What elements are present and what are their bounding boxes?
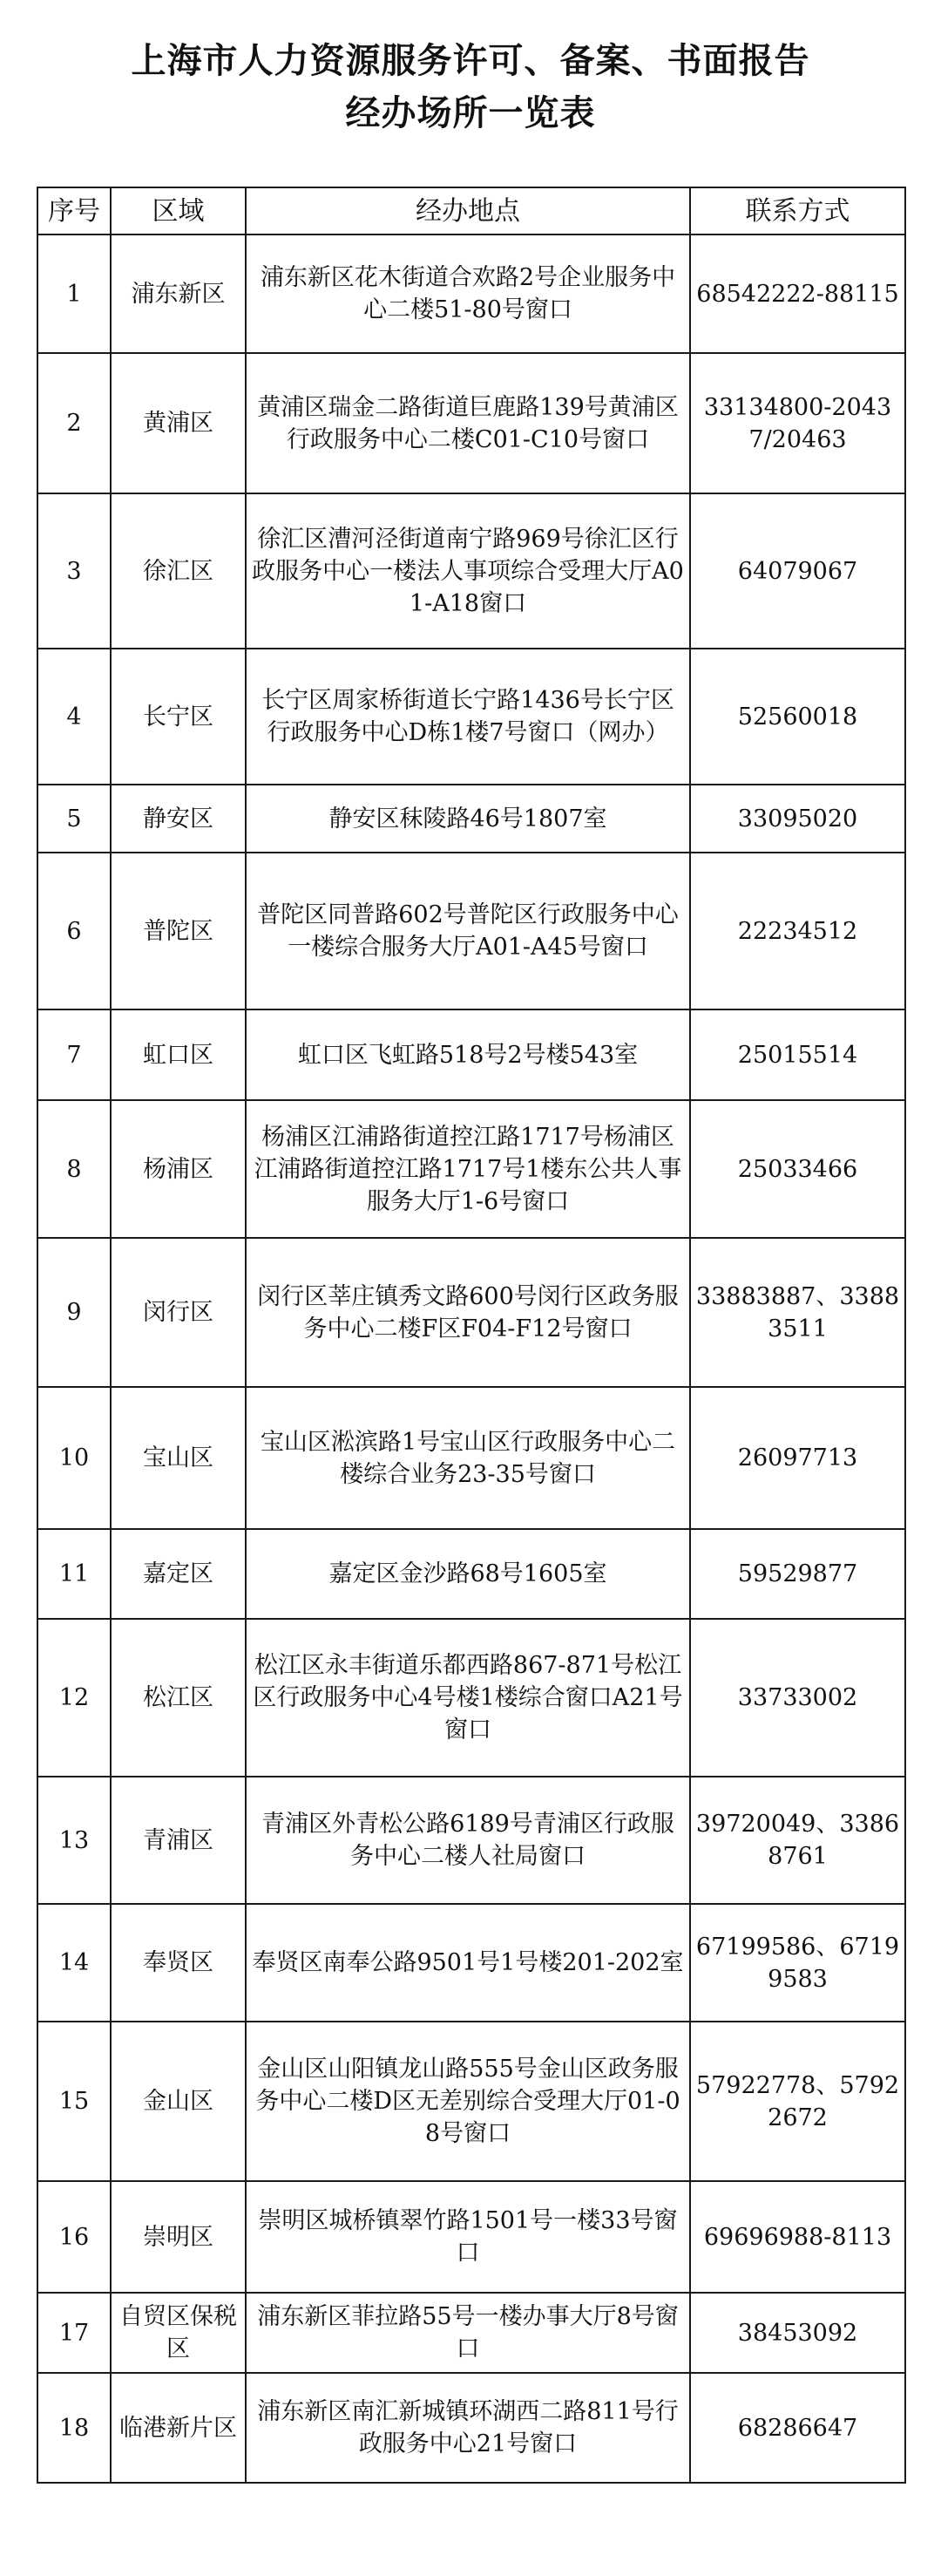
row-contact: 68286647 <box>690 2373 905 2483</box>
row-number: 2 <box>37 353 111 493</box>
row-district: 闵行区 <box>111 1238 246 1387</box>
row-number: 9 <box>37 1238 111 1387</box>
row-district: 奉贤区 <box>111 1904 246 2022</box>
row-district: 黄浦区 <box>111 353 246 493</box>
row-address: 普陀区同普路602号普陀区行政服务中心一楼综合服务大厅A01-A45号窗口 <box>246 853 690 1009</box>
row-number: 13 <box>37 1777 111 1904</box>
row-address: 长宁区周家桥街道长宁路1436号长宁区行政服务中心D栋1楼7号窗口（网办） <box>246 649 690 785</box>
row-district: 杨浦区 <box>111 1100 246 1238</box>
row-number: 1 <box>37 234 111 353</box>
table-row <box>37 1009 905 1100</box>
row-address: 浦东新区花木街道合欢路2号企业服务中心二楼51-80号窗口 <box>246 234 690 353</box>
row-address: 徐汇区漕河泾街道南宁路969号徐汇区行政服务中心一楼法人事项综合受理大厅A01-A18窗口 <box>246 493 690 649</box>
table-row <box>37 1777 905 1904</box>
row-district: 松江区 <box>111 1619 246 1777</box>
row-contact: 25033466 <box>690 1100 905 1238</box>
row-contact: 25015514 <box>690 1009 905 1100</box>
table-row <box>37 1100 905 1238</box>
table-row <box>37 353 905 493</box>
row-contact: 33733002 <box>690 1619 905 1777</box>
row-district: 徐汇区 <box>111 493 246 649</box>
row-number: 8 <box>37 1100 111 1238</box>
row-number: 7 <box>37 1009 111 1100</box>
row-district: 金山区 <box>111 2022 246 2181</box>
row-district: 浦东新区 <box>111 234 246 353</box>
row-contact: 64079067 <box>690 493 905 649</box>
table-row <box>37 1238 905 1387</box>
row-address: 松江区永丰街道乐都西路867-871号松江区行政服务中心4号楼1楼综合窗口A21号窗口 <box>246 1619 690 1777</box>
row-district: 崇明区 <box>111 2181 246 2293</box>
row-contact: 33883887、33883511 <box>690 1238 905 1387</box>
row-number: 5 <box>37 785 111 853</box>
row-number: 17 <box>37 2293 111 2373</box>
row-number: 16 <box>37 2181 111 2293</box>
row-address: 黄浦区瑞金二路街道巨鹿路139号黄浦区行政服务中心二楼C01-C10号窗口 <box>246 353 690 493</box>
table-row <box>37 1619 905 1777</box>
row-address: 闵行区莘庄镇秀文路600号闵行区政务服务中心二楼F区F04-F12号窗口 <box>246 1238 690 1387</box>
row-number: 12 <box>37 1619 111 1777</box>
table-row <box>37 493 905 649</box>
row-district: 嘉定区 <box>111 1529 246 1619</box>
row-contact: 22234512 <box>690 853 905 1009</box>
table-row <box>37 234 905 353</box>
row-number: 14 <box>37 1904 111 2022</box>
row-contact: 67199586、67199583 <box>690 1904 905 2022</box>
row-address: 浦东新区南汇新城镇环湖西二路811号行政服务中心21号窗口 <box>246 2373 690 2483</box>
row-contact: 52560018 <box>690 649 905 785</box>
row-address: 杨浦区江浦路街道控江路1717号杨浦区江浦路街道控江路1717号1楼东公共人事服务大厅1-6号窗口 <box>246 1100 690 1238</box>
row-number: 15 <box>37 2022 111 2181</box>
row-contact: 57922778、57922672 <box>690 2022 905 2181</box>
table-row <box>37 785 905 853</box>
row-number: 10 <box>37 1387 111 1529</box>
title-line-1: 上海市人力资源服务许可、备案、书面报告 <box>131 41 810 81</box>
row-district: 虹口区 <box>111 1009 246 1100</box>
row-contact: 39720049、33868761 <box>690 1777 905 1904</box>
row-number: 18 <box>37 2373 111 2483</box>
header-district: 区域 <box>111 187 246 234</box>
row-address: 奉贤区南奉公路9501号1号楼201-202室 <box>246 1904 690 2022</box>
row-address: 虹口区飞虹路518号2号楼543室 <box>246 1009 690 1100</box>
row-number: 3 <box>37 493 111 649</box>
table-row <box>37 2022 905 2181</box>
row-district: 临港新片区 <box>111 2373 246 2483</box>
table-header-row <box>37 187 905 234</box>
table-row <box>37 2293 905 2373</box>
row-contact: 68542222-88115 <box>690 234 905 353</box>
header-number: 序号 <box>37 187 111 234</box>
row-contact: 33095020 <box>690 785 905 853</box>
table-row <box>37 853 905 1009</box>
row-contact: 38453092 <box>690 2293 905 2373</box>
row-district: 普陀区 <box>111 853 246 1009</box>
row-address: 青浦区外青松公路6189号青浦区行政服务中心二楼人社局窗口 <box>246 1777 690 1904</box>
row-contact: 26097713 <box>690 1387 905 1529</box>
row-address: 宝山区淞滨路1号宝山区行政服务中心二楼综合业务23-35号窗口 <box>246 1387 690 1529</box>
header-address: 经办地点 <box>246 187 690 234</box>
title-line-2: 经办场所一览表 <box>345 93 596 133</box>
row-number: 11 <box>37 1529 111 1619</box>
row-contact: 69696988-8113 <box>690 2181 905 2293</box>
table-row <box>37 1387 905 1529</box>
row-address: 崇明区城桥镇翠竹路1501号一楼33号窗口 <box>246 2181 690 2293</box>
row-address: 静安区秣陵路46号1807室 <box>246 785 690 853</box>
row-address: 金山区山阳镇龙山路555号金山区政务服务中心二楼D区无差别综合受理大厅01-08号窗口 <box>246 2022 690 2181</box>
row-district: 静安区 <box>111 785 246 853</box>
table-row <box>37 649 905 785</box>
table-row <box>37 1529 905 1619</box>
row-contact: 33134800-20437/20463 <box>690 353 905 493</box>
row-contact: 59529877 <box>690 1529 905 1619</box>
table-row <box>37 2181 905 2293</box>
table-row <box>37 1904 905 2022</box>
row-number: 4 <box>37 649 111 785</box>
row-address: 浦东新区菲拉路55号一楼办事大厅8号窗口 <box>246 2293 690 2373</box>
office-list-table <box>37 187 906 2484</box>
row-district: 长宁区 <box>111 649 246 785</box>
row-district: 自贸区保税区 <box>111 2293 246 2373</box>
row-district: 宝山区 <box>111 1387 246 1529</box>
row-district: 青浦区 <box>111 1777 246 1904</box>
table-row <box>37 2373 905 2483</box>
row-number: 6 <box>37 853 111 1009</box>
page-title <box>0 35 941 139</box>
header-contact: 联系方式 <box>690 187 905 234</box>
row-address: 嘉定区金沙路68号1605室 <box>246 1529 690 1619</box>
